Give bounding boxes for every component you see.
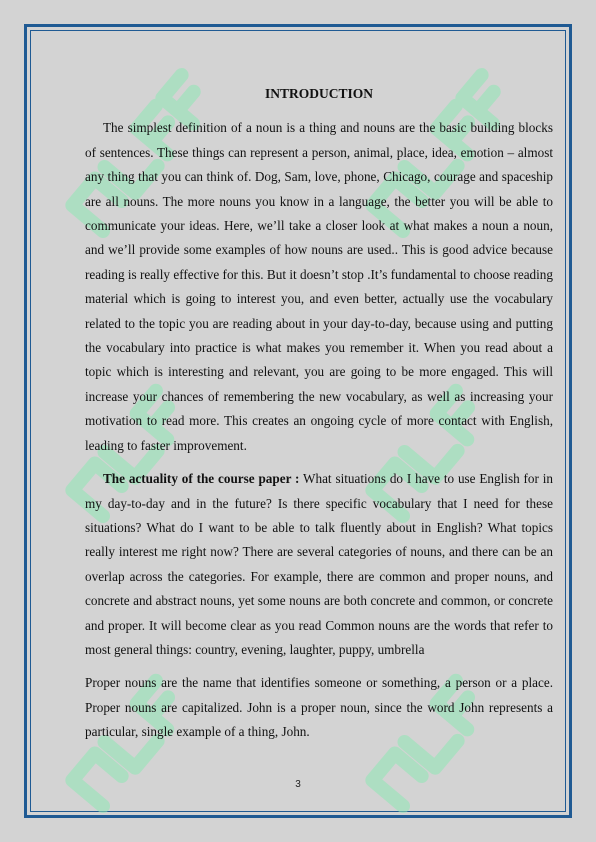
paragraph-proper-nouns: Proper nouns are the name that identifies someone or something, a person or a place. Proper nouns are capitalized. John is a proper noun, since the word John represents a particular, single example of a thing, John. [85, 675, 553, 740]
document-body [85, 82, 553, 745]
paragraph-intro: The simplest definition of a noun is a thing and nouns are the basic building blocks of sentences. These things can represent a person, animal, place, idea, emotion – almost any thing that you can think of. Dog, Sam, love, phone, Chicago, courage and spaceship are all nouns. The more nouns you know in a language, the better you will be able to communicate your ideas. Here, we’ll take a closer look at what makes a noun a noun, and we’ll provide some examples of how nouns are used.. This is good advice because reading is really effective for this. But it doesn’t stop .It’s fundamental to choose reading material which is going to interest you, and even better, actually use the vocabulary related to the topic you are reading about in your day-to-day, because using and putting the vocabulary into practice is what makes you remember it. When you read about a topic which is interesting and relevant, you are going to be more engaged. This will increase your chances of remembering the new vocabulary, as well as increasing your motivation to read more. This creates an ongoing cycle of more contact with English, leading to faster improvement. [85, 120, 553, 453]
page-number: 3 [295, 779, 301, 790]
paragraph-actuality [85, 467, 553, 662]
paragraph-actuality-lead: The actuality of the course paper : [103, 471, 300, 487]
page-title: INTRODUCTION [264, 86, 373, 101]
paragraph-actuality-body: What situations do I have to use English for in my day-to-day and in the future? Is there specific vocabulary that I need for these situations? What do I want to be able to talk fluently about in English? What topics really interest me right now? There are several categories of nouns, and there can be an overlap across the categories. For example, there are common and proper nouns, and concrete and abstract nouns, yet some nouns are both concrete and common, or concrete and proper. It will become clear as you read Common nouns are the words that refer to most general things: country, evening, laughter, puppy, umbrella [85, 471, 553, 657]
